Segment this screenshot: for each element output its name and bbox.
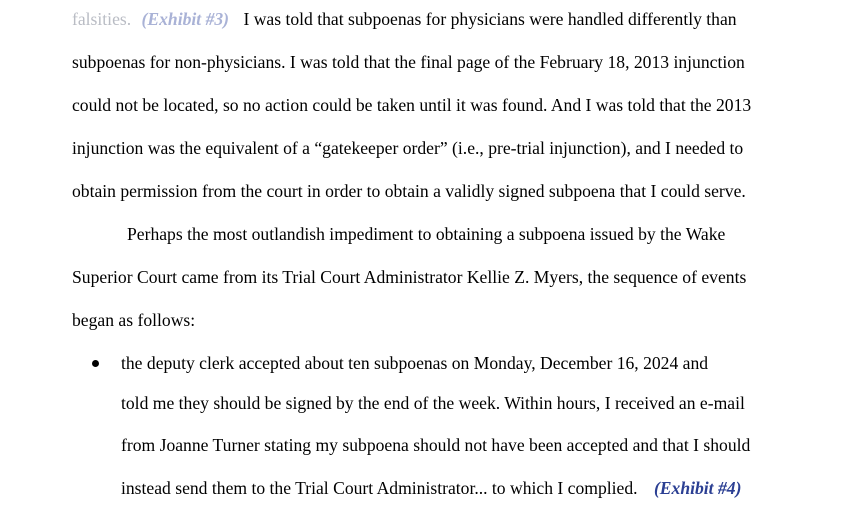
- paragraph-1-line-2: subpoenas for non-physicians. I was told that the final page of the February 18, 2013 injunction: [72, 52, 745, 72]
- paragraph-1-line-1: [72, 8, 737, 30]
- exhibit-4-reference: (Exhibit #4): [653, 478, 742, 498]
- bullet-1-line-2: told me they should be signed by the end of the week. Within hours, I received an e-mail: [121, 393, 745, 413]
- bullet-1-line-1: the deputy clerk accepted about ten subpoenas on Monday, December 16, 2024 and: [121, 353, 709, 373]
- paragraph-1-line-5: obtain permission from the court in order to obtain a validly signed subpoena that I could serve.: [72, 181, 746, 201]
- paragraph-1-line-4: injunction was the equivalent of a “gatekeeper order” (i.e., pre-trial injunction), and I needed to: [72, 138, 744, 158]
- exhibit-3-reference: (Exhibit #3): [141, 9, 230, 29]
- bullet-1-line-4: [121, 477, 741, 499]
- faded-text: falsities.: [72, 9, 132, 29]
- paragraph-2-line-3: began as follows:: [72, 310, 196, 330]
- paragraph-2-line-2: Superior Court came from its Trial Court Administrator Kellie Z. Myers, the sequence of events: [72, 267, 747, 287]
- paragraph-2-line-1: Perhaps the most outlandish impediment to obtaining a subpoena issued by the Wake: [127, 224, 726, 244]
- paragraph-1-line-3: could not be located, so no action could be taken until it was found. And I was told that the 2013: [72, 95, 752, 115]
- bullet-1-line-3: from Joanne Turner stating my subpoena should not have been accepted and that I should: [121, 435, 751, 455]
- bullet-point-icon: [92, 360, 99, 367]
- bullet-1-line-4-text: instead send them to the Trial Court Administrator... to which I complied.: [121, 478, 638, 498]
- paragraph-1-text: I was told that subpoenas for physicians were handled differently than: [243, 9, 737, 29]
